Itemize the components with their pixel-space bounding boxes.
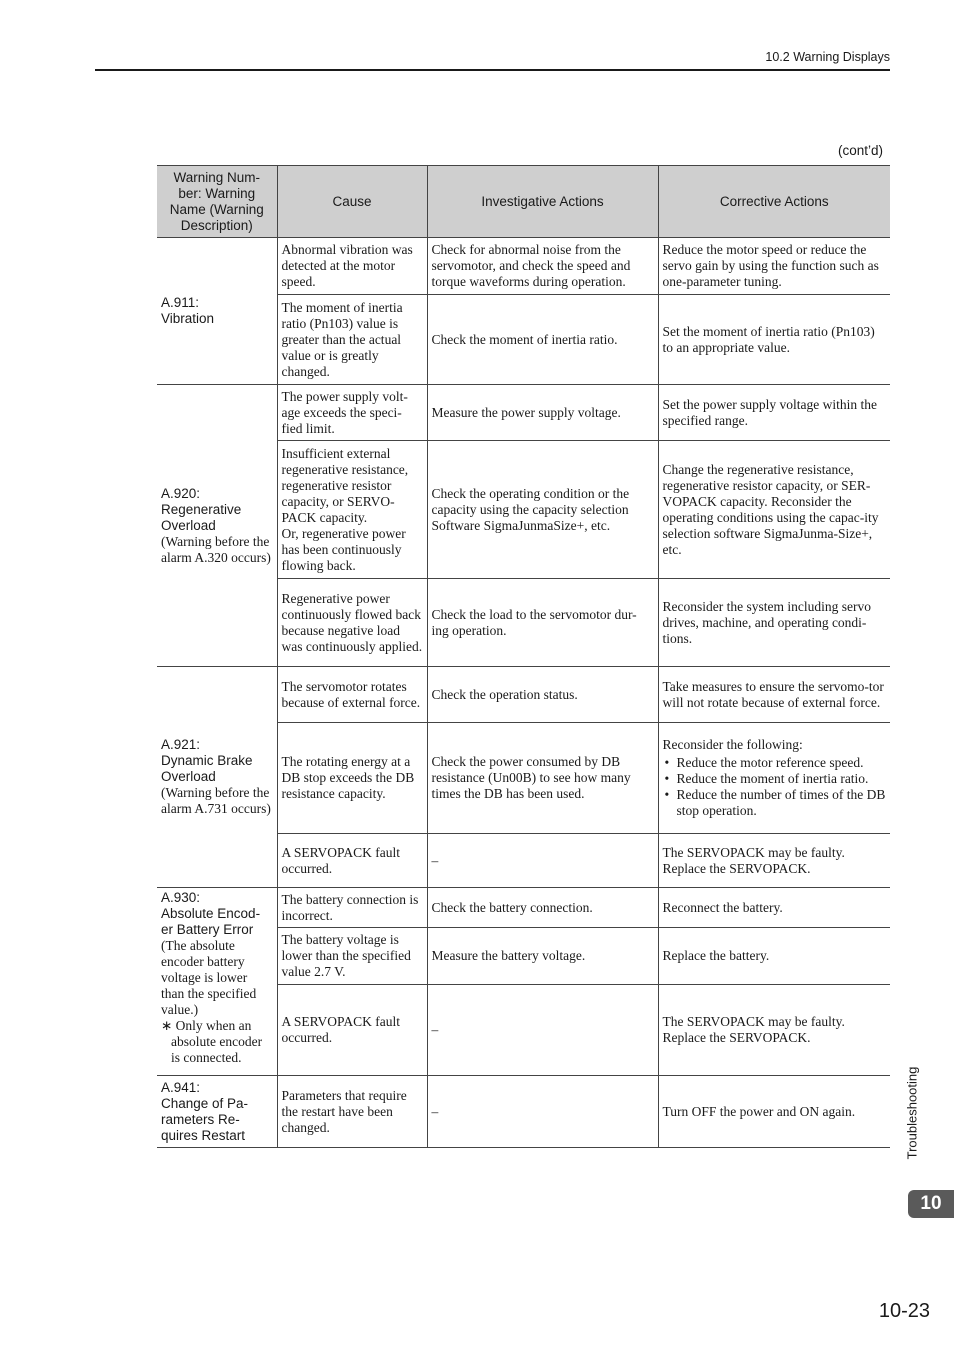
chapter-side-tab	[897, 1060, 927, 1165]
correct-intro: Reconsider the following:	[662, 737, 803, 752]
correct-cell: Set the power supply voltage within the specified range.	[658, 385, 890, 441]
investigate-cell: Check the battery connection.	[427, 888, 658, 928]
investigate-cell: –	[427, 1076, 658, 1148]
list-item: • Reduce the motor reference speed.	[677, 755, 887, 771]
table-header-row	[157, 166, 890, 238]
warning-title: A.941: Change of Pa- rameters Re- quires Restart	[161, 1079, 249, 1143]
warning-description: (The absolute encoder battery voltage is lower than the specified value.)	[161, 938, 257, 1017]
cause-cell: Insufficient external regenerative resistance, regenerative resistor capacity, or SERVO-PACK capacity. Or, regenerative power has been continuously flowing back.	[277, 441, 427, 579]
cause-cell: The battery connection is incorrect.	[277, 888, 427, 928]
continued-label: (cont’d)	[837, 143, 883, 158]
correct-cell: Take measures to ensure the servomo-tor will not rotate because of external force.	[658, 667, 890, 723]
investigate-cell: Check for abnormal noise from the servomotor, and check the speed and torque waveforms during operation.	[427, 238, 658, 295]
cause-cell: The battery voltage is lower than the specified value 2.7 V.	[277, 928, 427, 985]
warning-description: (Warning before the alarm A.731 occurs)	[161, 785, 271, 816]
cause-cell: The power supply volt-age exceeds the speci-fied limit.	[277, 385, 427, 441]
warning-name-a930	[157, 888, 277, 1076]
correct-cell: Replace the battery.	[658, 928, 890, 985]
investigate-cell: Check the operating condition or the capacity using the capacity selection Software SigmaJunmaSize+, etc.	[427, 441, 658, 579]
cause-cell: The rotating energy at a DB stop exceeds the DB resistance capacity.	[277, 723, 427, 834]
correct-bullet-list	[663, 755, 887, 819]
investigate-cell: Check the moment of inertia ratio.	[427, 295, 658, 385]
running-header: 10.2 Warning Displays	[765, 50, 890, 64]
cause-cell: Parameters that require the restart have been changed.	[277, 1076, 427, 1148]
list-item: • Reduce the number of times of the DB stop operation.	[677, 787, 887, 819]
warning-title: A.920: Regenerative Overload	[161, 485, 242, 533]
cause-cell: The moment of inertia ratio (Pn103) value is greater than the actual value or is greatly changed.	[277, 295, 427, 385]
col-header-cause: Cause	[277, 166, 427, 238]
correct-cell: Reconnect the battery.	[658, 888, 890, 928]
warning-name-a920	[157, 385, 277, 667]
warning-name-a941	[157, 1076, 277, 1148]
col-header-corrective: Corrective Actions	[658, 166, 890, 238]
warning-description: (Warning before the alarm A.320 occurs)	[161, 533, 271, 565]
warning-title: A.911: Vibration	[161, 295, 215, 326]
table-row	[157, 385, 890, 441]
col-header-warning: Warning Num- ber: Warning Name (Warning Description)	[157, 166, 277, 238]
cause-cell: A SERVOPACK fault occurred.	[277, 985, 427, 1076]
correct-cell: Reconsider the system including servo drives, machine, and operating condi-tions.	[658, 579, 890, 667]
investigate-cell: Measure the battery voltage.	[427, 928, 658, 985]
correct-cell: Change the regenerative resistance, regenerative resistor capacity, or SER-VOPACK capacity. Reconsider the operating conditions using the capac-ity selection software SigmaJunma-Size+, etc.	[658, 441, 890, 579]
cause-cell: Abnormal vibration was detected at the motor speed.	[277, 238, 427, 295]
warning-note: ∗ Only when an absolute encoder is connected.	[161, 1018, 263, 1065]
correct-cell: Set the moment of inertia ratio (Pn103) to an appropriate value.	[658, 295, 890, 385]
warning-title: A.930: Absolute Encod- er Battery Error	[161, 890, 261, 937]
cause-cell: A SERVOPACK fault occurred.	[277, 834, 427, 888]
table-row	[157, 667, 890, 723]
correct-cell	[658, 723, 890, 834]
investigate-cell: Check the load to the servomotor dur-ing operation.	[427, 579, 658, 667]
investigate-cell: –	[427, 834, 658, 888]
chapter-number-badge: 10	[908, 1190, 954, 1218]
list-item: • Reduce the moment of inertia ratio.	[677, 771, 887, 787]
chapter-side-label: Troubleshooting	[904, 1066, 920, 1159]
correct-cell: The SERVOPACK may be faulty. Replace the SERVOPACK.	[658, 834, 890, 888]
table-row	[157, 888, 890, 928]
table-row	[157, 238, 890, 295]
cause-cell: Regenerative power continuously flowed back because negative load was continuously applied.	[277, 579, 427, 667]
investigate-cell: Check the operation status.	[427, 667, 658, 723]
investigate-cell: –	[427, 985, 658, 1076]
warning-name-a911	[157, 238, 277, 385]
warning-title: A.921: Dynamic Brake Overload	[161, 737, 253, 784]
table-row	[157, 1076, 890, 1148]
col-header-investigative: Investigative Actions	[427, 166, 658, 238]
header-rule	[95, 69, 890, 71]
page-number: 10-23	[878, 1300, 930, 1322]
correct-cell: Turn OFF the power and ON again.	[658, 1076, 890, 1148]
investigate-cell: Measure the power supply voltage.	[427, 385, 658, 441]
correct-cell: The SERVOPACK may be faulty. Replace the SERVOPACK.	[658, 985, 890, 1076]
warning-table	[157, 165, 890, 1148]
investigate-cell: Check the power consumed by DB resistance (Un00B) to see how many times the DB has been used.	[427, 723, 658, 834]
correct-cell: Reduce the motor speed or reduce the servo gain by using the function such as one-parameter tuning.	[658, 238, 890, 295]
cause-cell: The servomotor rotates because of external force.	[277, 667, 427, 723]
warning-name-a921	[157, 667, 277, 888]
